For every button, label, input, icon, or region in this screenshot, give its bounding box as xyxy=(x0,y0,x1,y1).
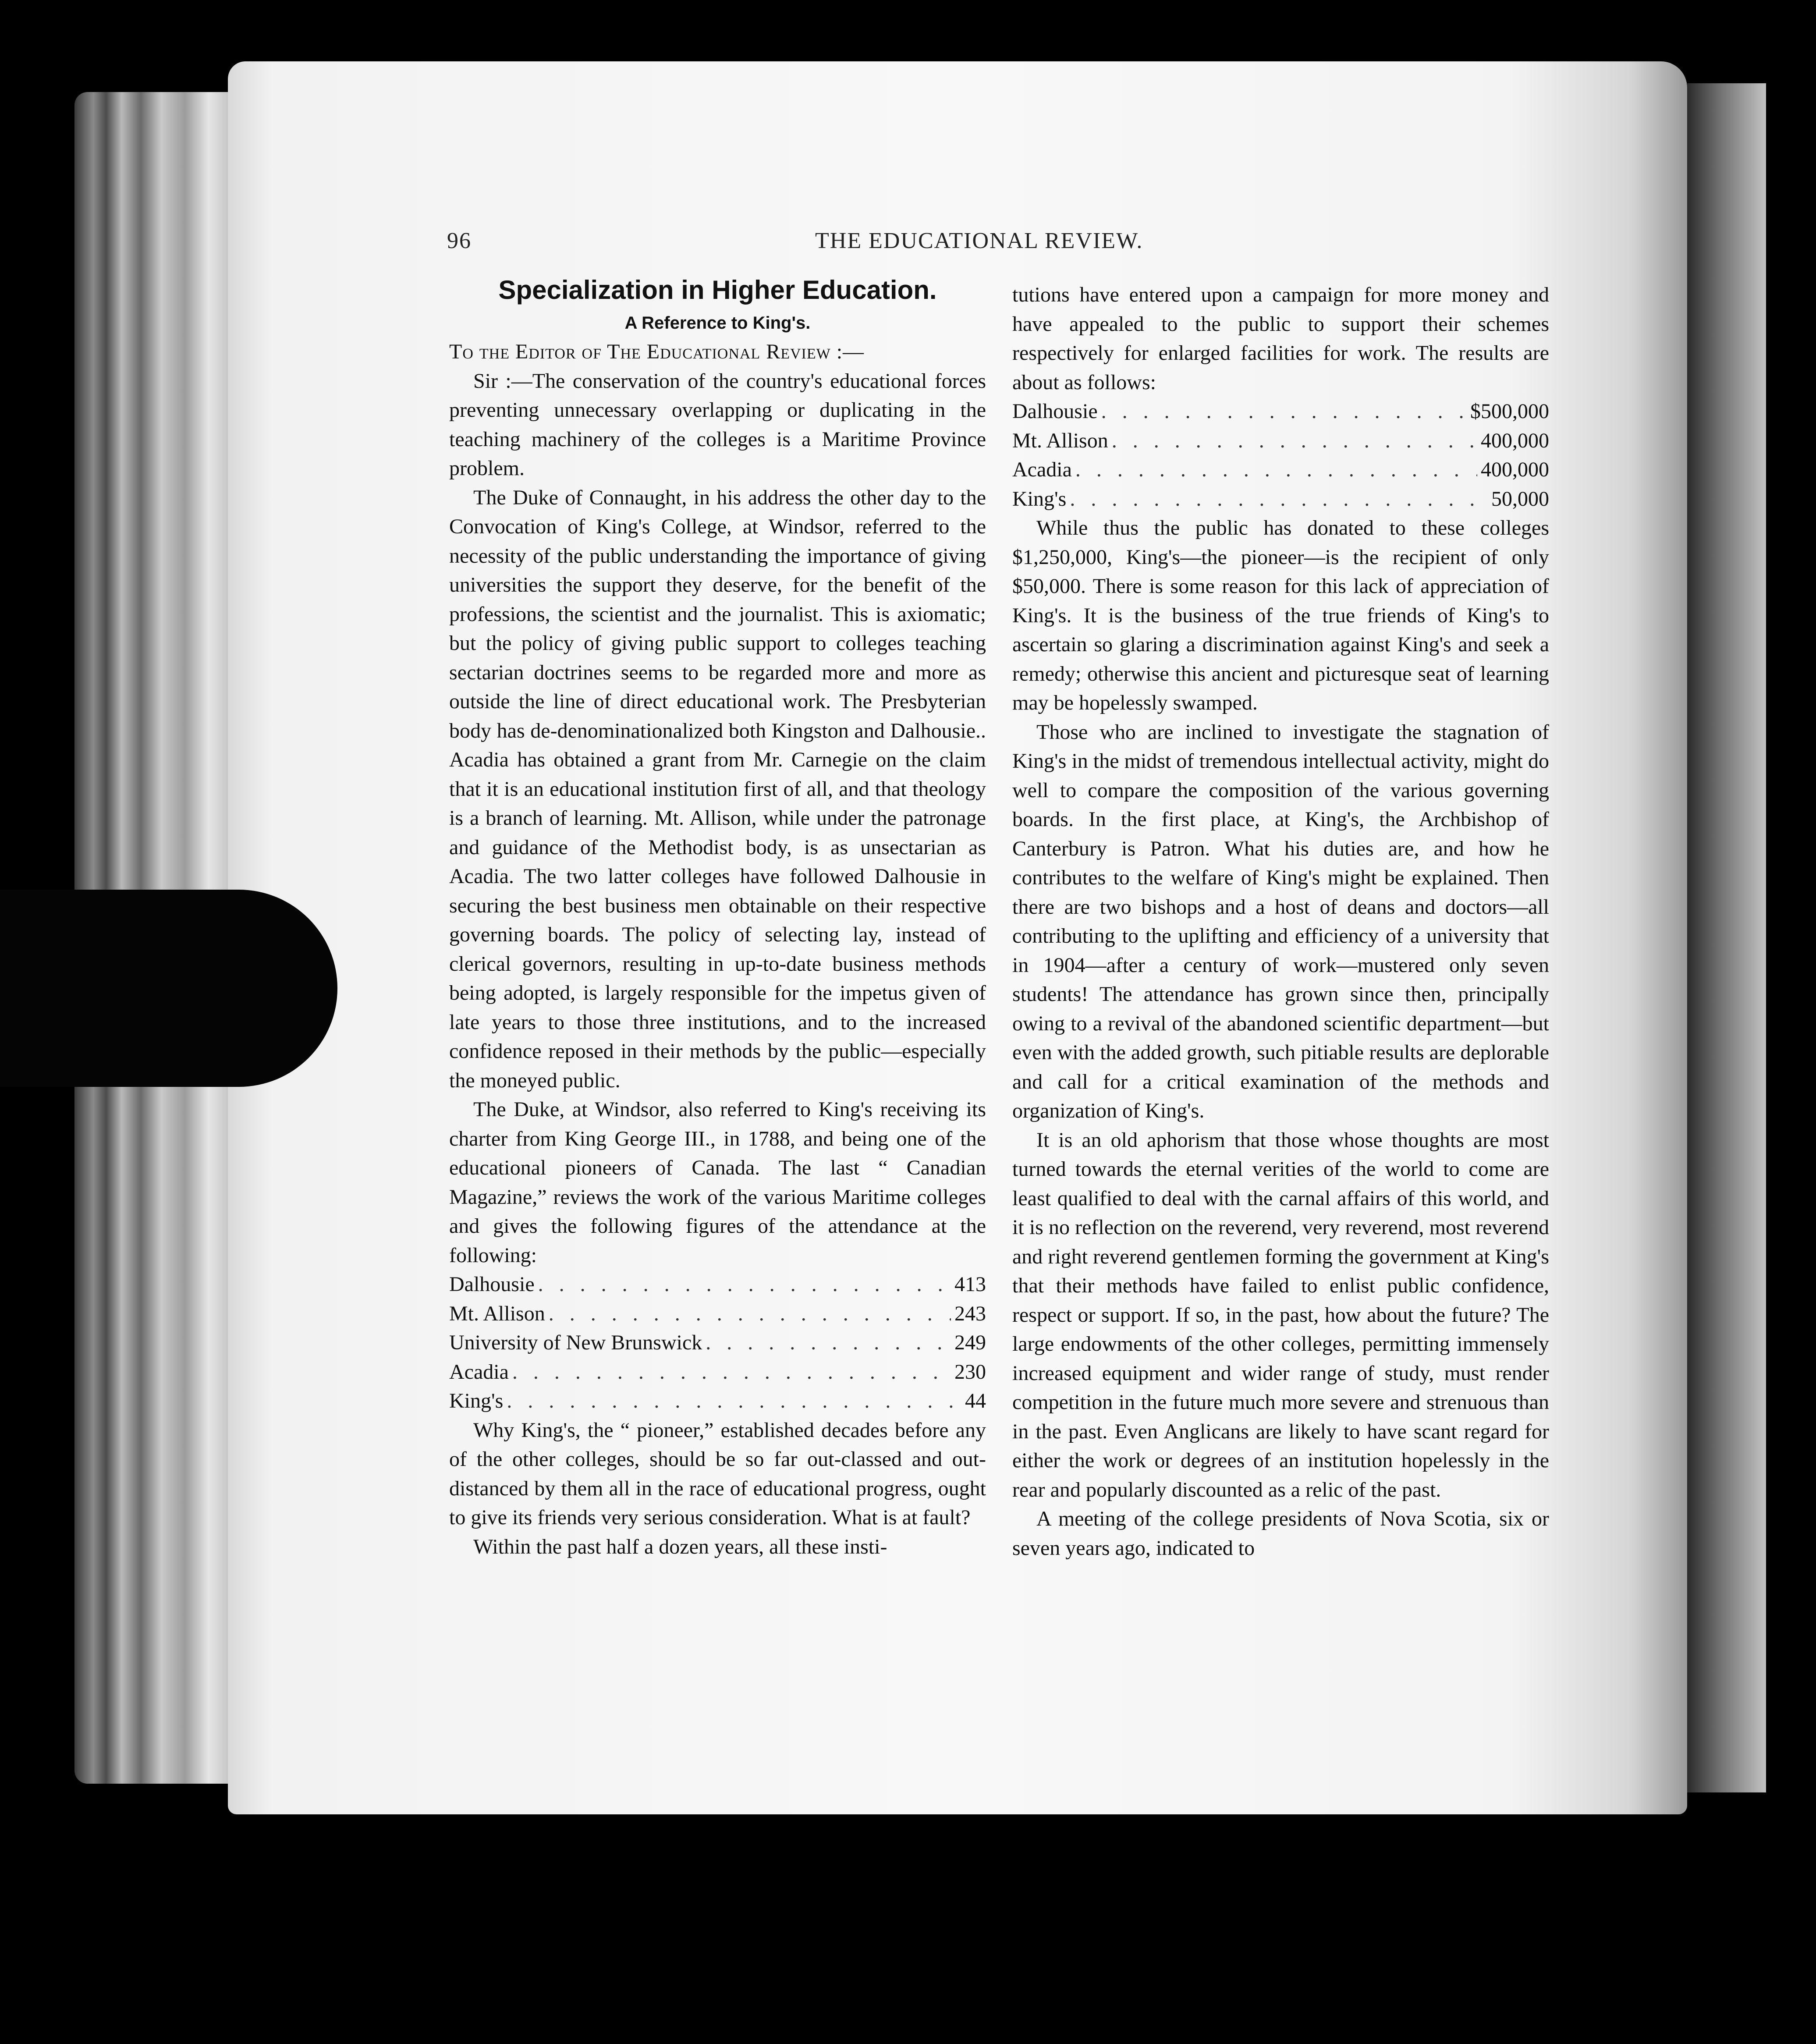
left-column xyxy=(449,272,986,1561)
paragraph: While thus the public has donated to these colleges $1,250,000, King's—the pioneer—is the recipient of only $50,000. There is some reason for this lack of appreciation of King's. It is the business of the true friends of King's to ascertain so glaring a discrimination against King's and seek a remedy; otherwise this ancient and picturesque seat of learning may be hopelessly swamped. xyxy=(1012,516,1549,714)
college-name: Acadia xyxy=(449,1360,509,1384)
table-row xyxy=(1012,397,1549,426)
right-column xyxy=(1012,280,1549,1563)
table-row xyxy=(1012,426,1549,456)
college-name: Mt. Allison xyxy=(449,1302,545,1325)
college-name: King's xyxy=(449,1389,504,1412)
college-name: University of New Brunswick xyxy=(449,1331,702,1354)
paragraph: Within the past half a dozen years, all these insti- xyxy=(473,1535,887,1558)
table-row xyxy=(449,1328,986,1358)
college-name: King's xyxy=(1012,487,1067,511)
table-row xyxy=(1012,485,1549,514)
article-subtitle: A Reference to King's. xyxy=(624,313,811,333)
attendance-value: 249 xyxy=(954,1331,986,1354)
paragraph: A meeting of the college presidents of Nova Scotia, six or seven years ago, indicated to xyxy=(1012,1507,1549,1560)
attendance-value: 230 xyxy=(954,1360,986,1384)
paragraph: The Duke, at Windsor, also referred to King's receiving its charter from King George III., in 1788, and being one of the educational pioneers of Canada. The last “ Canadian Magazine,” reviews the work of the various Maritime colleges and gives the following figures of the attendance at the following: xyxy=(449,1098,986,1267)
table-row xyxy=(449,1270,986,1299)
table-row xyxy=(1012,455,1549,485)
paragraph: Why King's, the “ pioneer,” established decades before any of the other colleges, should be so far out-classed and out-distanced by them all in the race of educational progress, ought to give its friends very serious consideration. What is at fault? xyxy=(449,1418,986,1529)
donation-value: 400,000 xyxy=(1481,429,1549,452)
book-spine-edge xyxy=(1687,83,1766,1792)
article-title: Specialization in Higher Education. xyxy=(498,275,937,305)
paragraph: It is an old aphorism that those whose thoughts are most turned towards the eternal verities of the world to come are least qualified to deal with the carnal affairs of this world, and it is no reflection on the reverend, very reverend, most reverend and right reverend gentlemen forming the government at King's that their methods have failed to enlist public confidence, respect or support. If so, in the past, how about the future? The large endowments of the other colleges, permitting immensely increased equipment and wider range of study, must render competition in the future much more severe and strenuous than in the past. Even Anglicans are likely to have scant regard for either the work or degrees of an institution hopelessly in the rear and popularly discounted as a relic of the past. xyxy=(1012,1128,1549,1501)
table-row xyxy=(449,1358,986,1387)
running-head xyxy=(447,228,1560,259)
thumb-shadow xyxy=(0,890,337,1087)
salutation: To the Editor of The Educational Review :— xyxy=(449,340,865,363)
journal-title: THE EDUCATIONAL REVIEW. xyxy=(815,228,1143,253)
donation-value: 50,000 xyxy=(1491,487,1549,511)
college-name: Dalhousie xyxy=(1012,400,1098,423)
page-number: 96 xyxy=(447,228,472,253)
attendance-table xyxy=(449,1270,986,1416)
attendance-value: 413 xyxy=(954,1273,986,1296)
table-row xyxy=(449,1387,986,1416)
college-name: Acadia xyxy=(1012,458,1072,481)
table-row xyxy=(449,1299,986,1329)
donations-table xyxy=(1012,397,1549,514)
donation-value: $500,000 xyxy=(1470,400,1549,423)
paragraph: Sir :—The conservation of the country's educational forces preventing unnecessary overlapping or duplicating in the teaching machinery of the colleges is a Maritime Province problem. xyxy=(449,369,986,480)
attendance-value: 243 xyxy=(954,1302,986,1325)
donation-value: 400,000 xyxy=(1481,458,1549,481)
college-name: Dalhousie xyxy=(449,1273,535,1296)
attendance-value: 44 xyxy=(965,1389,986,1412)
paragraph: tutions have entered upon a campaign for more money and have appealed to the public to support their schemes respectively for enlarged facilities for work. The results are about as follows: xyxy=(1012,283,1549,394)
college-name: Mt. Allison xyxy=(1012,429,1108,452)
paragraph: Those who are inclined to investigate the stagnation of King's in the midst of tremendous intellectual activity, might do well to compare the composition of the various governing boards. In the first place, at King's, the Archbishop of Canterbury is Patron. What his duties are, and how he contributes to the welfare of King's might be explained. Then there are two bishops and a host of deans and doctors—all contributing to the uplifting and efficiency of a university that in 1904—after a century of work—mustered only seven students! The attendance has grown since then, principally owing to a revival of the abandoned scientific department—but even with the added growth, such pitiable results are deplorable and call for a critical examination of the methods and organization of King's. xyxy=(1012,720,1549,1122)
paragraph: The Duke of Connaught, in his address the other day to the Convocation of King's College, at Windsor, referred to the necessity of the public understanding the importance of giving universities the support they deserve, for the benefit of the professions, the scientist and the journalist. This is axiomatic; but the policy of giving public support to colleges teaching sectarian doctrines seems to be regarded more and more as outside the line of direct educational work. The Presbyterian body has de-denominationalized both Kingston and Dalhousie.. Acadia has obtained a grant from Mr. Carnegie on the claim that it is an educational institution first of all, and that theology is a branch of learning. Mt. Allison, while under the patronage and guidance of the Methodist body, is as unsectarian as Acadia. The two latter colleges have followed Dalhousie in securing the best business men obtainable on their respective governing boards. The policy of selecting lay, instead of clerical governors, resulting in up-to-date business methods being adopted, is largely responsible for the impetus given of late years to those three institutions, and to the increased confidence reposed in their methods by the public—especially the moneyed public. xyxy=(449,486,986,1092)
